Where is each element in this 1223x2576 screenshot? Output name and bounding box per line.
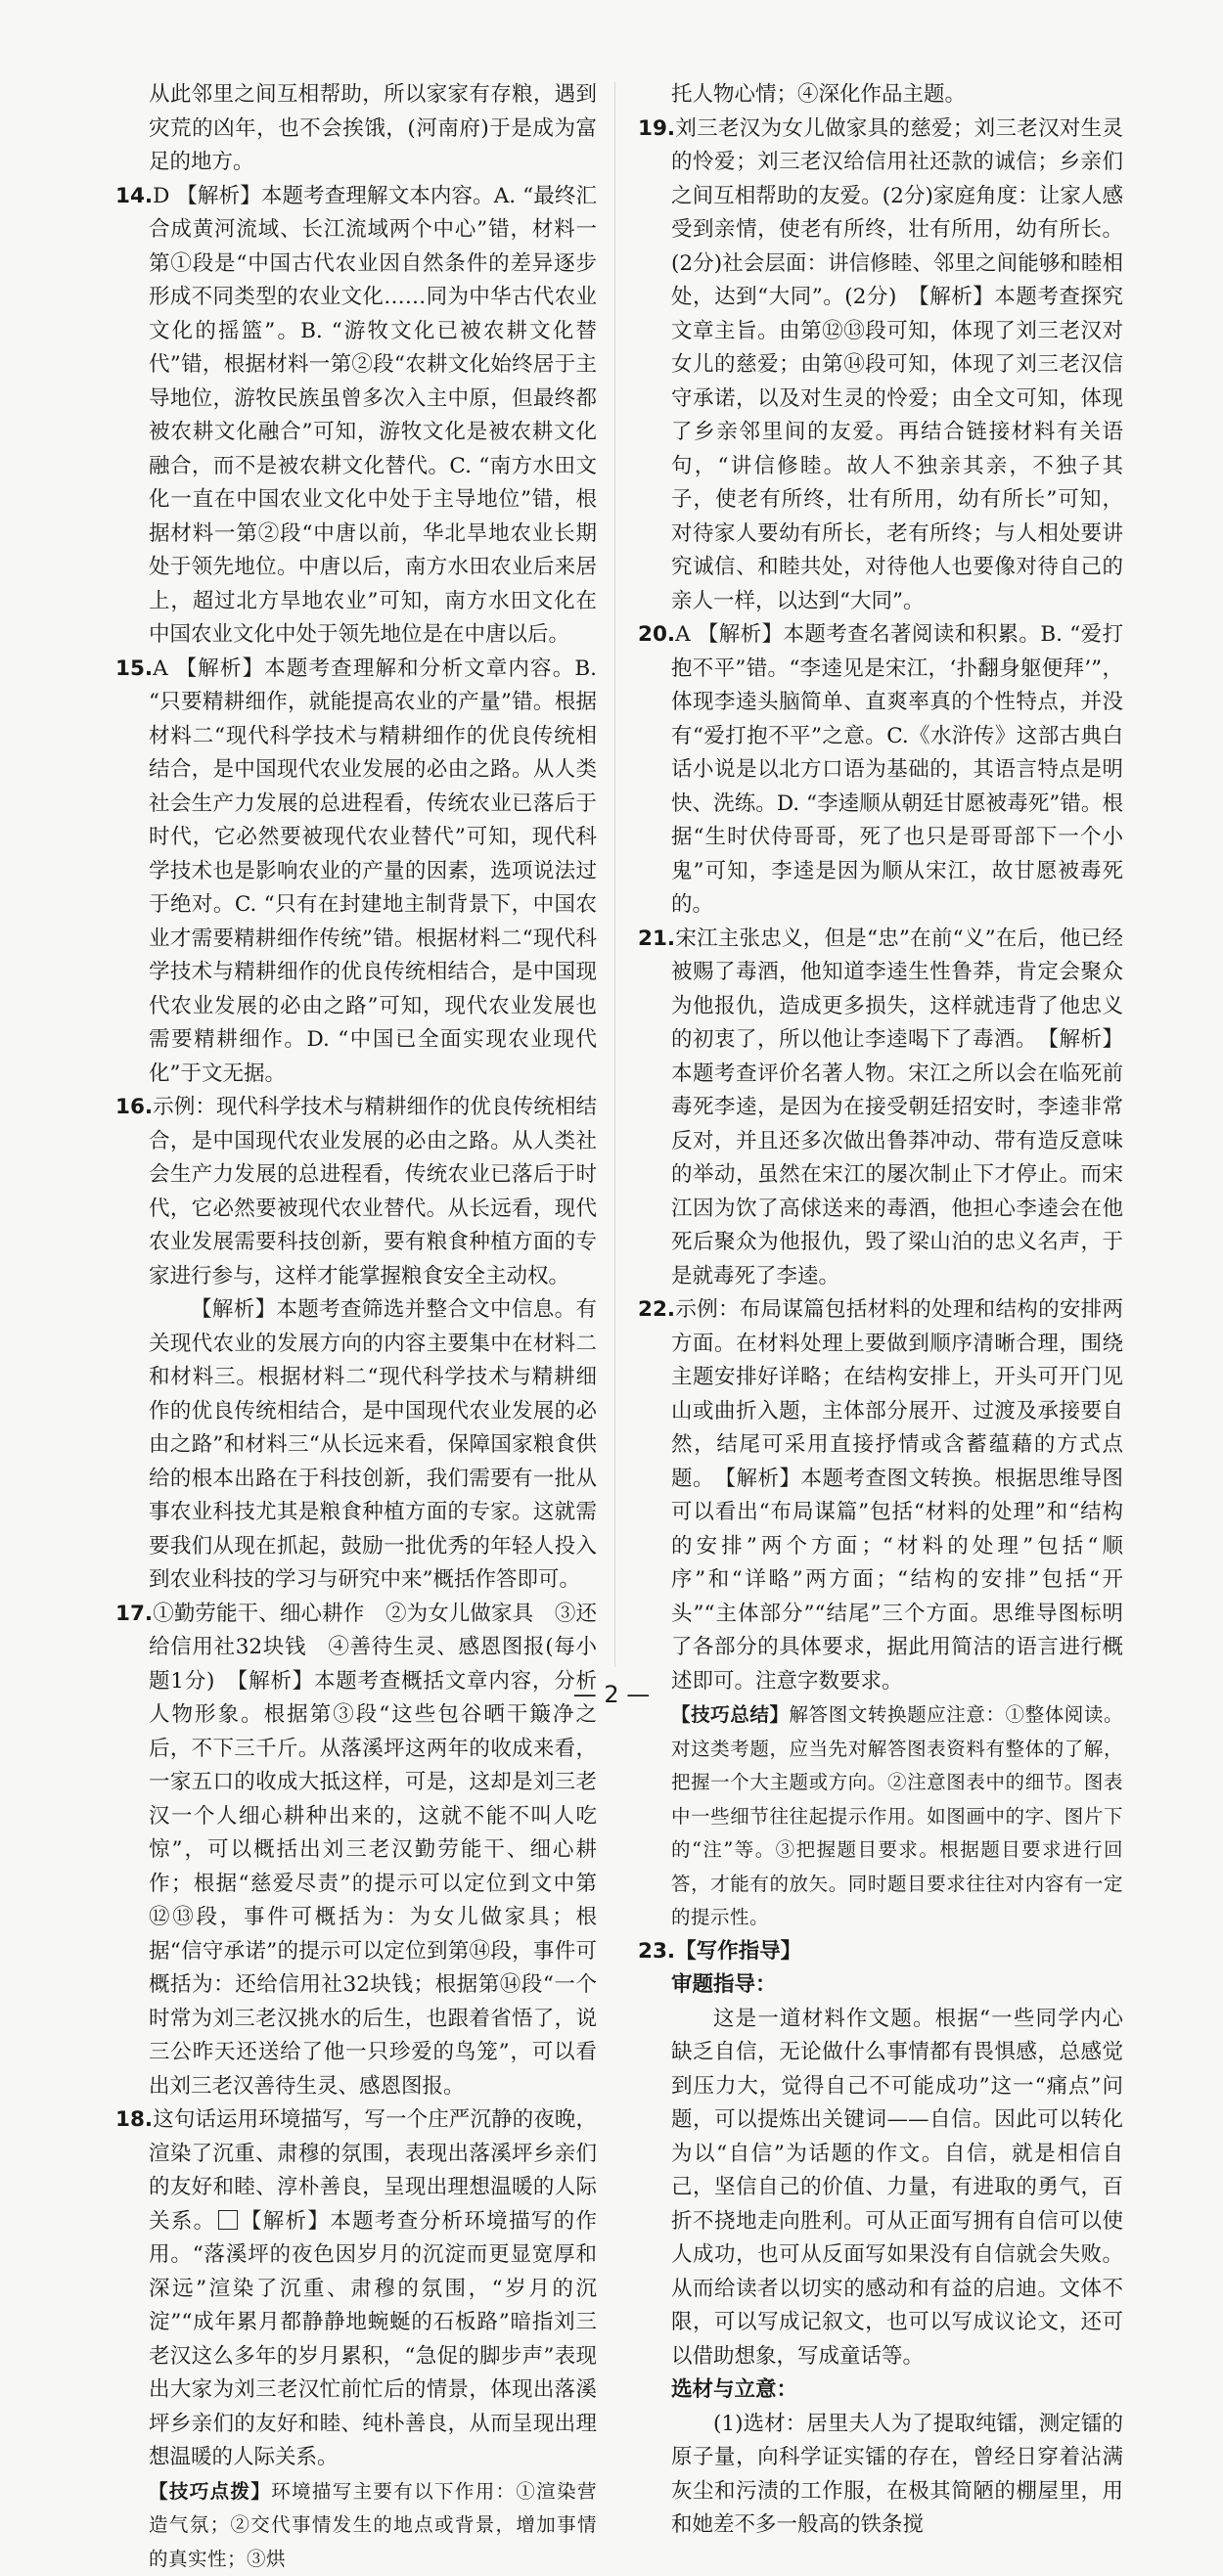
- column-divider: [614, 82, 615, 1667]
- answer-text: 这句话运用环境描写，写一个庄严沉静的夜晚，渲染了沉重、肃穆的氛围，表现出落溪坪乡亲们的友好和睦、淳朴善良，呈现出理想温暖的人际关系。: [149, 2107, 597, 2234]
- material-text: (1)选材：居里夫人为了提取纯镭，测定镭的原子量，向科学证实镭的存在，曾经日穿着沾满灰尘和污渍的工作服，在极其简陋的棚屋里，用和她差不多一般高的铁条搅: [638, 2408, 1123, 2543]
- tip-label: 【技巧总结】: [671, 1703, 790, 1726]
- answer-18: [115, 2103, 597, 2475]
- answer-16-analysis: 【解析】本题考查筛选并整合文中信息。有关现代农业的发展方向的内容主要集中在材料二和材料三。根据材料二“现代科学技术与精耕细作的优良传统相结合，是中国现代农业发展的必由之路”和材料三“从长远来看，保障国家粮食供给的根本出路在于科技创新，我们需要有一批从事农业科技尤其是粮食种植方面的专家。这就需要我们从现在抓起，鼓励一批优秀的年轻人投入到农业科技的学习与研究中来”概括作答即可。: [115, 1293, 597, 1598]
- marker-box-icon: [218, 2210, 238, 2230]
- question-number: 18.: [115, 2107, 153, 2132]
- answer-16: [115, 1091, 597, 1293]
- subheading-review: 审题指导：: [638, 1968, 1123, 2003]
- paragraph-continuation: 从此邻里之间互相帮助，所以家家有存粮，遇到灾荒的凶年，也不会挨饿，(河南府)于是成为富足的地方。: [115, 78, 597, 180]
- answer-text: 刘三老汉为女儿做家具的慈爱；刘三老汉对生灵的怜爱；刘三老汉给信用社还款的诚信；乡亲们之间互相帮助的友爱。(2分)家庭角度：让家人感受到亲情，使老有所终，壮有所用，幼有所长。(2分)社会层面：讲信修睦、邻里之间能够和睦相处，达到“大同”。(2分) 【解析】本题考查探究文章主旨。由第⑫⑬段可知，体现了刘三老汉对女儿的慈爱；由第⑭段可知，体现了刘三老汉信守承诺，以及对生灵的怜爱；由全文可知，体现了乡亲邻里间的友爱。再结合链接材料有关语句，“讲信修睦。故人不独亲其亲，不独子其子，使老有所终，壮有所用，幼有所长”可知，对待家人要幼有所长，老有所终；与人相处要讲究诚信、和睦共处，对待他人也要像对待自己的亲人一样，以达到“大同”。: [671, 116, 1123, 613]
- answer-23: [638, 1935, 1123, 1969]
- question-number: 15.: [115, 656, 153, 681]
- answer-text: ①勤劳能干、细心耕作 ②为女儿做家具 ③还给信用社32块钱 ④善待生灵、感恩图报(每小题1分) 【解析】本题考查概括文章内容，分析人物形象。根据第③段“这些包谷晒干簸净之后，不下三千斤。从落溪坪这两年的收成来看，一家五口的收成大抵这样，可是，这却是刘三老汉一个人细心耕种出来的，这就不能不叫人吃惊”，可以概括出刘三老汉勤劳能干、细心耕作；根据“慈爱尽责”的提示可以定位到文中第⑫⑬段，事件可概括为：为女儿做家具；根据“信守承诺”的提示可以定位到第⑭段，事件可概括为：还给信用社32块钱；根据第⑭段“一个时常为刘三老汉挑水的后生，也跟着省悟了，说三公昨天还送给了他一只珍爱的鸟笼”，可以看出刘三老汉善待生灵、感恩图报。: [149, 1602, 597, 2099]
- review-text: 这是一道材料作文题。根据“一些同学内心缺乏自信，无论做什么事情都有畏惧感，总感觉到压力大，觉得自己不可能成功”这一“痛点”问题，可以提炼出关键词——自信。因此可以转化为以“自信”为话题的作文。自信，就是相信自己，坚信自己的价值、力量，有进取的勇气，百折不挠地走向胜利。可从正面写拥有自信可以使人成功，也可从反面写如果没有自信就会失败。从而给读者以切实的感动和有益的启迪。文体不限，可以写成记叙文，也可以写成议论文，还可以借助想象，写成童话等。: [638, 2003, 1123, 2374]
- tip-summary: [638, 1698, 1123, 1935]
- page-number: — 2 —: [0, 1681, 1223, 1708]
- question-number: 14.: [115, 184, 153, 208]
- question-number: 17.: [115, 1602, 153, 1626]
- answer-text: D 【解析】本题考查理解文本内容。A. “最终汇合成黄河流域、长江流域两个中心”错，材料一第①段是“中国古代农业因自然条件的差异逐步形成不同类型的农业文化……同为中华古代农业文化的摇篮”。B. “游牧文化已被农耕文化替代”错，根据材料一第②段“农耕文化始终居于主导地位，游牧民族虽曾多次入主中原，但最终都被农耕文化融合”可知，游牧文化是被农耕文化融合，而不是被农耕文化替代。C. “南方水田文化一直在中国农业文化中处于主导地位”错，根据材料一第②段“中唐以前，华北旱地农业长期处于领先地位。中唐以后，南方水田农业后来居上，超过北方旱地农业”可知，南方水田文化在中国农业文化中处于领先地位是在中唐以后。: [149, 184, 597, 648]
- answer-14: [115, 180, 597, 653]
- question-number: 21.: [638, 926, 675, 951]
- answer-text: 【写作指导】: [675, 1939, 801, 1964]
- answer-text: A 【解析】本题考查理解和分析文章内容。B. “只要精耕细作，就能提高农业的产量”错。根据材料二“现代科学技术与精耕细作的优良传统相结合，是中国现代农业发展的必由之路。从人类社会生产力发展的总进程看，传统农业已落后于时代，它必然要被现代农业替代”可知，现代科学技术也是影响农业的产量的因素，选项说法过于绝对。C. “只有在封建地主制背景下，中国农业才需要精耕细作传统”错。根据材料二“现代科学技术与精耕细作的优良传统相结合，是中国现代农业发展的必由之路”可知，现代农业发展也需要精耕细作。D. “中国已全面实现农业现代化”于文无据。: [149, 656, 597, 1086]
- tip-text: 环境描写主要有以下作用：①渲染营造气氛；②交代事情发生的地点或背景，增加事情的真实性；③烘: [149, 2480, 597, 2570]
- tip-text: 解答图文转换题应注意：①整体阅读。对这类考题，应当先对解答图表资料有整体的了解，把握一个大主题或方向。②注意图表中的细节。图表中一些细节往往起提示作用。如图画中的字、图片下的“注”等。③把握题目要求。根据题目要求进行回答，才能有的放矢。同时题目要求往往对内容有一定的提示性。: [671, 1703, 1123, 1928]
- answer-text: A 【解析】本题考查名著阅读和积累。B. “爱打抱不平”错。“李逵见是宋江，‘扑翻身躯便拜’”，体现李逵头脑简单、直爽率真的个性特点，并没有“爱打抱不平”之意。C.《水浒传》这部古典白话小说是以北方口语为基础的，其语言特点是明快、洗练。D. “李逵顺从朝廷甘愿被毒死”错。根据“生时伏侍哥哥，死了也只是哥哥部下一个小鬼”可知，李逵是因为顺从宋江，故甘愿被毒死的。: [671, 622, 1123, 917]
- answer-20: [638, 618, 1123, 923]
- question-number: 23.: [638, 1939, 675, 1964]
- answer-text: 示例：布局谋篇包括材料的处理和结构的安排两方面。在材料处理上要做到顺序清晰合理，围绕主题安排好详略；在结构安排上，开头可开门见山或曲折入题，主体部分展开、过渡及承接要自然，结尾可采用直接抒情或含蓄蕴藉的方式点题。 【解析】本题考查图文转换。根据思维导图可以看出“布局谋篇”包括“材料的处理”和“结构的安排”两个方面；“材料的处理”包括“顺序”和“详略”两方面；“结构的安排”包括“开头”“主体部分”“结尾”三个方面。思维导图标明了各部分的具体要求，据此用简洁的语言进行概述即可。注意字数要求。: [671, 1297, 1123, 1694]
- question-number: 19.: [638, 116, 675, 141]
- paragraph-continuation: 托人物心情；④深化作品主题。: [638, 78, 1123, 113]
- answer-text: 宋江主张忠义，但是“忠”在前“义”在后，他已经被赐了毒酒，他知道李逵生性鲁莽，肯定会聚众为他报仇，造成更多损失，这样就违背了他忠义的初衷了，所以他让李逵喝下了毒酒。 【解析】本题考查评价名著人物。宋江之所以会在临死前毒死李逵，是因为在接受朝廷招安时，李逵非常反对，并且还多次做出鲁莽冲动、带有造反意味的举动，虽然在宋江的屡次制止下才停止。而宋江因为饮了高俅送来的毒酒，他担心李逵会在他死后聚众为他报仇，毁了梁山泊的忠义名声，于是就毒死了李逵。: [671, 926, 1123, 1288]
- answer-text: 示例：现代科学技术与精耕细作的优良传统相结合，是中国现代农业发展的必由之路。从人类社会生产力发展的总进程看，传统农业已落后于时代，它必然要被现代农业替代。从长远看，现代农业发展需要科技创新，要有粮食种植方面的专家进行参与，这样才能掌握粮食安全主动权。: [149, 1095, 597, 1288]
- subheading-material: 选材与立意：: [638, 2373, 1123, 2408]
- tip-label: 【技巧点拨】: [149, 2480, 271, 2503]
- answer-15: [115, 653, 597, 1092]
- right-column: [638, 78, 1123, 2543]
- answer-19: [638, 113, 1123, 619]
- answer-21: [638, 923, 1123, 1294]
- answer-analysis: 【解析】本题考查分析环境描写的作用。“落溪坪的夜色因岁月的沉淀而更显宽厚和深远”渲染了沉重、肃穆的氛围，“岁月的沉淀”“成年累月都静静地蜿蜒的石板路”暗指刘三老汉这么多年的岁月累积，“急促的脚步声”表现出大家为刘三老汉忙前忙后的情景，体现出落溪坪乡亲们的友好和睦、纯朴善良，从而呈现出理想温暖的人际关系。: [149, 2209, 597, 2470]
- question-number: 16.: [115, 1095, 153, 1119]
- tip-environment: [115, 2475, 597, 2576]
- question-number: 20.: [638, 622, 675, 647]
- answer-22: [638, 1293, 1123, 1698]
- answer-17: [115, 1598, 597, 2104]
- question-number: 22.: [638, 1297, 675, 1322]
- left-column: [115, 78, 597, 2576]
